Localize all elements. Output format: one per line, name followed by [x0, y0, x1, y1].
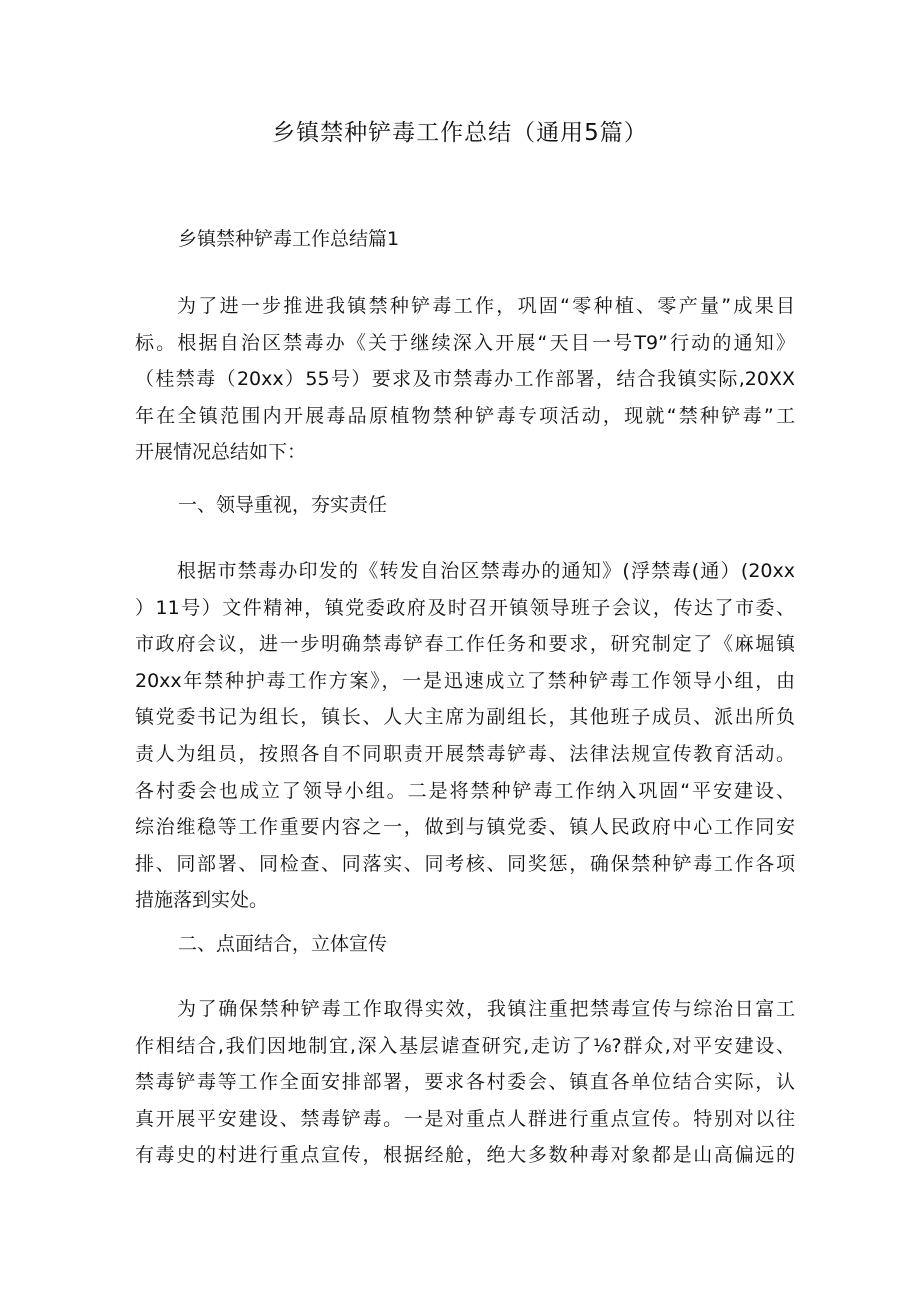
section-1-paragraph [135, 553, 795, 919]
paragraph-line: 年在全镇范围内开展毒品原植物禁种铲毒专项活动，现就“禁种铲毒”工 [135, 404, 795, 427]
part-title: 乡镇禁种铲毒工作总结篇1 [178, 228, 400, 250]
paragraph-line: 标。根据自治区禁毒办《关于继续深入开展“天目一号T9”行动的通知》 [135, 331, 795, 354]
paragraph-line: 有毒史的村进行重点宣传，根据经舱，绝大多数种毒对象都是山高偏远的 [135, 1144, 795, 1167]
paragraph-line: 各村委会也成立了领导小组。二是将禁种铲毒工作纳入巩固“平安建设、 [135, 779, 795, 802]
paragraph-line: 措施落到实处。 [135, 889, 269, 912]
intro-paragraph [135, 288, 795, 471]
paragraph-line: 真开展平安建设、禁毒铲毒。一是对重点人群进行重点宣传。特别对以往 [135, 1107, 795, 1130]
paragraph-line: 根据市禁毒办印发的《转发自治区禁毒办的通知》(浮禁毒(通）(20xx [177, 560, 795, 582]
section-2-heading: 二、点面结合，立体宣传 [178, 933, 388, 955]
paragraph-line: 20xx年禁种护毒工作方案》，一是迅速成立了禁种铲毒工作领导小组，由 [135, 669, 795, 692]
paragraph-line: 开展情况总结如下： [135, 441, 307, 464]
paragraph-line: 排、同部署、同检查、同落实、同考核、同奖惩，确保禁种铲毒工作各项 [135, 852, 795, 875]
paragraph-line: 市政府会议，进一步明确禁毒铲春工作任务和要求，研究制定了《麻堀镇 [135, 633, 795, 656]
paragraph-line: 责人为组员，按照各自不同职责开展禁毒铲毒、法律法规宣传教育活动。 [135, 742, 795, 765]
document-title: 乡镇禁种铲毒工作总结（通用5篇） [272, 120, 648, 146]
paragraph-line: 为了确保禁种铲毒工作取得实效，我镇注重把禁毒宣传与综治日富工 [177, 998, 795, 1020]
paragraph-line: （桂禁毒（20xx）55号）要求及市禁毒办工作部署，结合我镇实际,20XX [135, 368, 795, 391]
paragraph-line: 镇党委书记为组长，镇长、人大主席为副组长，其他班子成员、派出所负 [135, 706, 795, 729]
paragraph-line: ）11号）文件精神，镇党委政府及时召开镇领导班子会议，传达了市委、 [135, 596, 795, 619]
paragraph-line: 为了进一步推进我镇禁种铲毒工作，巩固“零种植、零产量”成果目 [177, 295, 795, 317]
section-2-paragraph [135, 991, 795, 1174]
paragraph-line: 综治维稳等工作重要内容之一，做到与镇党委、镇人民政府中心工作同安 [135, 816, 795, 839]
section-1-heading: 一、领导重视，夯实责任 [178, 494, 388, 516]
paragraph-line: 禁毒铲毒等工作全面安排部署，要求各村委会、镇直各单位结合实际，认 [135, 1071, 795, 1094]
paragraph-line: 作相结合,我们因地制宜,深入基层谑查研究,走访了⅛?群众,对平安建设、 [135, 1034, 795, 1057]
